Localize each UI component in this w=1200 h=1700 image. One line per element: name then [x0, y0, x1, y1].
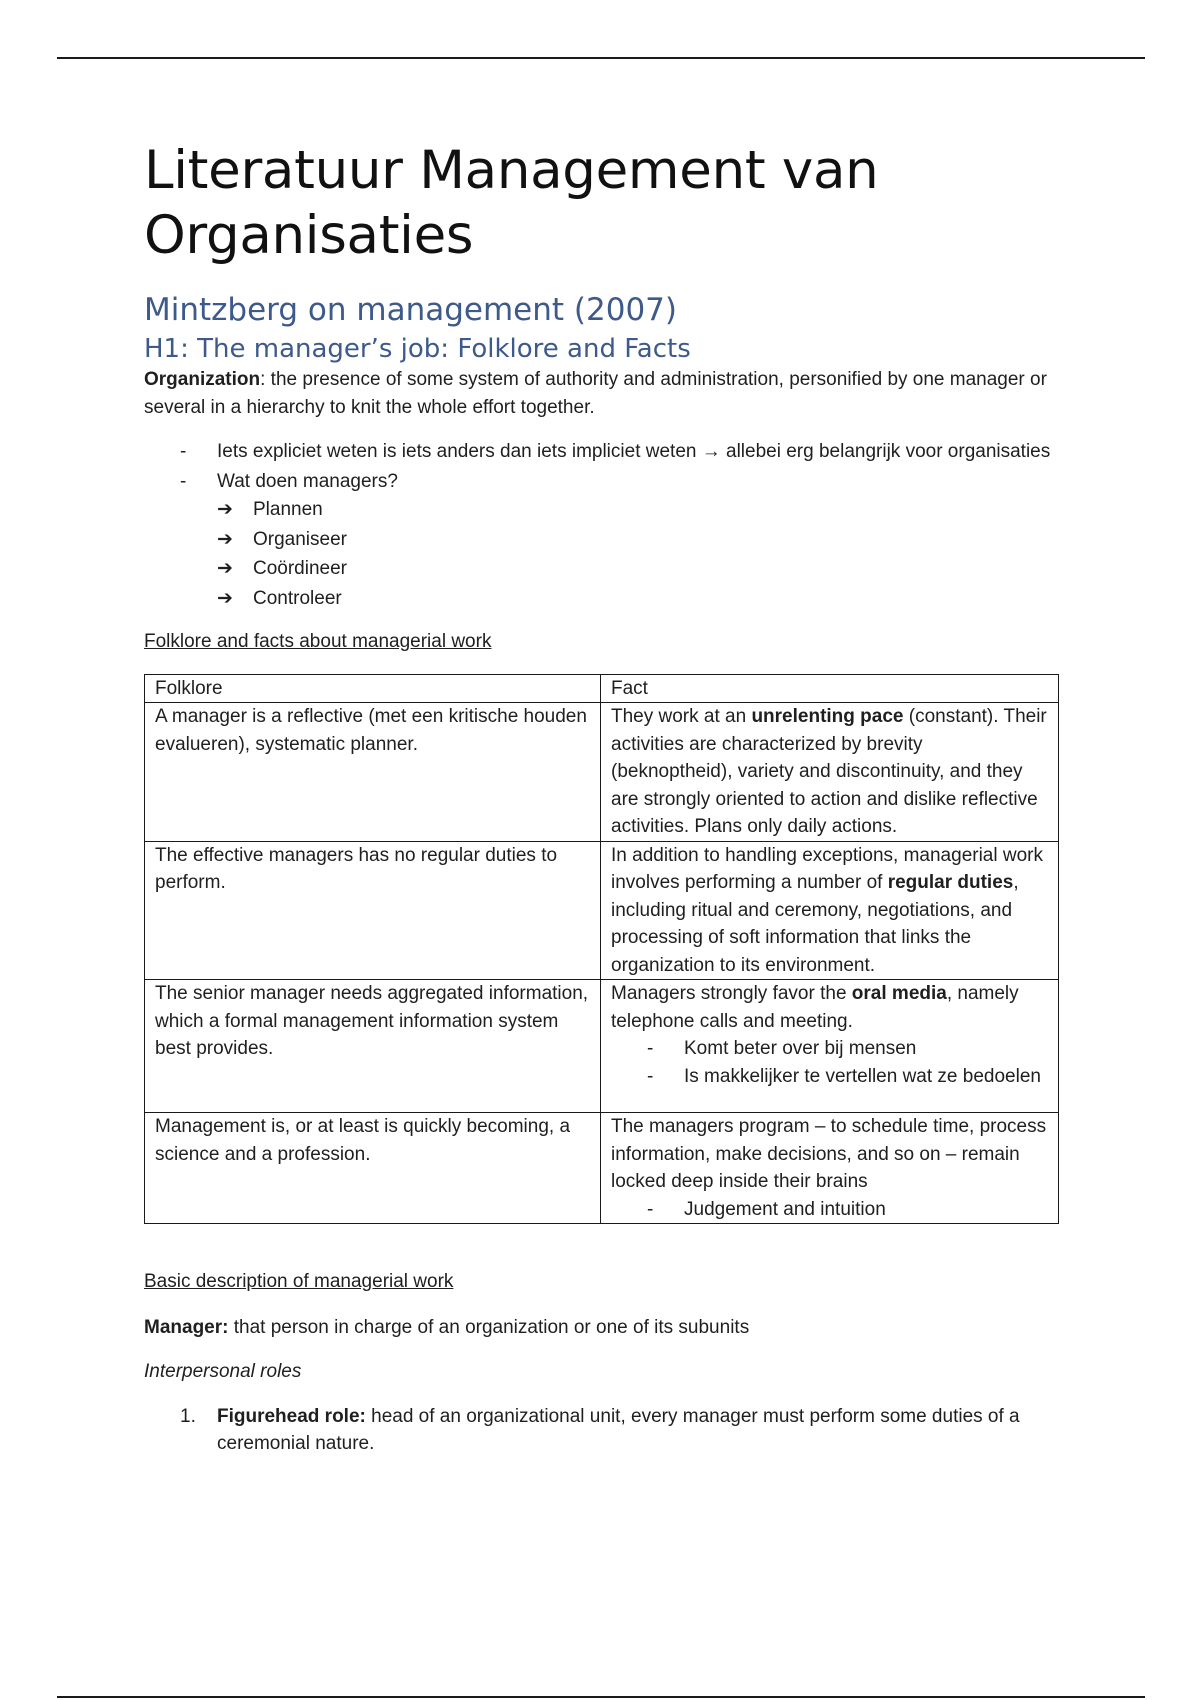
table-header-row: [145, 674, 1059, 703]
list-number: 1.: [180, 1405, 196, 1427]
arrow-list: [217, 496, 1060, 612]
definition-term: Manager:: [144, 1316, 229, 1338]
definition-text: : the presence of some system of authority and administration, personified by one manager or several in a hierarchy to knit the whole effort together.: [144, 369, 1047, 418]
arrow-list-item: ➔ Plannen: [217, 496, 1060, 524]
table-row: [145, 703, 1059, 842]
heading-mintzberg: Mintzberg on management (2007): [144, 292, 677, 328]
table-header-fact: Fact: [601, 674, 1059, 703]
list-item: - Komt beter over bij mensen: [611, 1035, 1048, 1063]
organization-definition: [144, 366, 1060, 421]
fact-sublist: [611, 1196, 1048, 1224]
dash-bullet-icon: -: [180, 470, 187, 492]
fact-cell: Managers strongly favor the oral media, namely telephone calls and meeting. - Komt beter over bij mensen - Is makkelijker te vertellen wat ze bedoelen: [601, 980, 1059, 1113]
arrow-list-item: ➔ Organiseer: [217, 526, 1060, 554]
definition-term: Organization: [144, 369, 261, 390]
arrow-list-item: ➔ Controleer: [217, 585, 1060, 613]
table-header-folklore: Folklore: [145, 674, 601, 703]
document-title: Literatuur Management van Organisaties: [144, 140, 879, 266]
table-row: [145, 980, 1059, 1113]
folklore-facts-table: [144, 674, 1059, 1225]
arrow-right-icon: ➔: [217, 558, 233, 579]
heading-chapter-1: H1: The manager’s job: Folklore and Facts: [144, 334, 691, 364]
roles-list: [144, 1403, 1060, 1458]
dash-list: [144, 438, 1060, 612]
fact-cell: In addition to handling exceptions, managerial work involves performing a number of regular duties, including ritual and ceremony, negotiations, and processing of soft information that links the organization to its environment.: [601, 841, 1059, 980]
list-item: - Wat doen managers? ➔ Plannen ➔ Organiseer ➔ Coördineer ➔ Controleer: [144, 468, 1060, 613]
dash-bullet-icon: -: [647, 1065, 654, 1087]
list-item: - Is makkelijker te vertellen wat ze bedoelen: [611, 1063, 1048, 1091]
fact-sublist: [611, 1035, 1048, 1090]
fact-cell: The managers program – to schedule time, process information, make decisions, and so on – remain locked deep inside their brains - Judgement and intuition: [601, 1113, 1059, 1224]
dash-bullet-icon: -: [180, 441, 187, 462]
arrow-list-item: ➔ Coördineer: [217, 555, 1060, 583]
folklore-facts-heading: Folklore and facts about managerial work: [144, 631, 492, 652]
list-item: 1. Figurehead role: head of an organizational unit, every manager must perform some duties of a ceremonial nature.: [144, 1403, 1060, 1458]
definition-text: that person in charge of an organization or one of its subunits: [228, 1316, 750, 1338]
list-item: - Iets expliciet weten is iets anders dan iets impliciet weten → allebei erg belangrijk voor organisaties: [144, 438, 1060, 466]
folklore-cell: The senior manager needs aggregated information, which a formal management information system best provides.: [145, 980, 601, 1113]
header-rule: [57, 57, 1145, 59]
folklore-cell: Management is, or at least is quickly becoming, a science and a profession.: [145, 1113, 601, 1224]
dash-bullet-icon: -: [647, 1198, 654, 1220]
interpersonal-roles-heading: Interpersonal roles: [144, 1361, 302, 1382]
arrow-right-icon: ➔: [217, 587, 233, 609]
document-page: [144, 138, 1060, 1458]
folklore-cell: A manager is a reflective (met een kritische houden evalueren), systematic planner.: [145, 703, 601, 842]
folklore-cell: The effective managers has no regular duties to perform.: [145, 841, 601, 980]
manager-definition: [144, 1314, 1060, 1342]
fact-cell: They work at an unrelenting pace (constant). Their activities are characterized by brevity (beknoptheid), variety and discontinuity, and they are strongly oriented to action and dislike reflective activities. Plans only daily actions.: [601, 703, 1059, 842]
dash-bullet-icon: -: [647, 1038, 654, 1059]
list-item: - Judgement and intuition: [611, 1196, 1048, 1224]
footer-rule: [57, 1696, 1145, 1698]
table-row: [145, 841, 1059, 980]
table-row: [145, 1113, 1059, 1224]
basic-description-heading: Basic description of managerial work: [144, 1271, 454, 1292]
arrow-right-icon: ➔: [217, 528, 233, 550]
arrow-right-icon: ➔: [217, 499, 233, 520]
